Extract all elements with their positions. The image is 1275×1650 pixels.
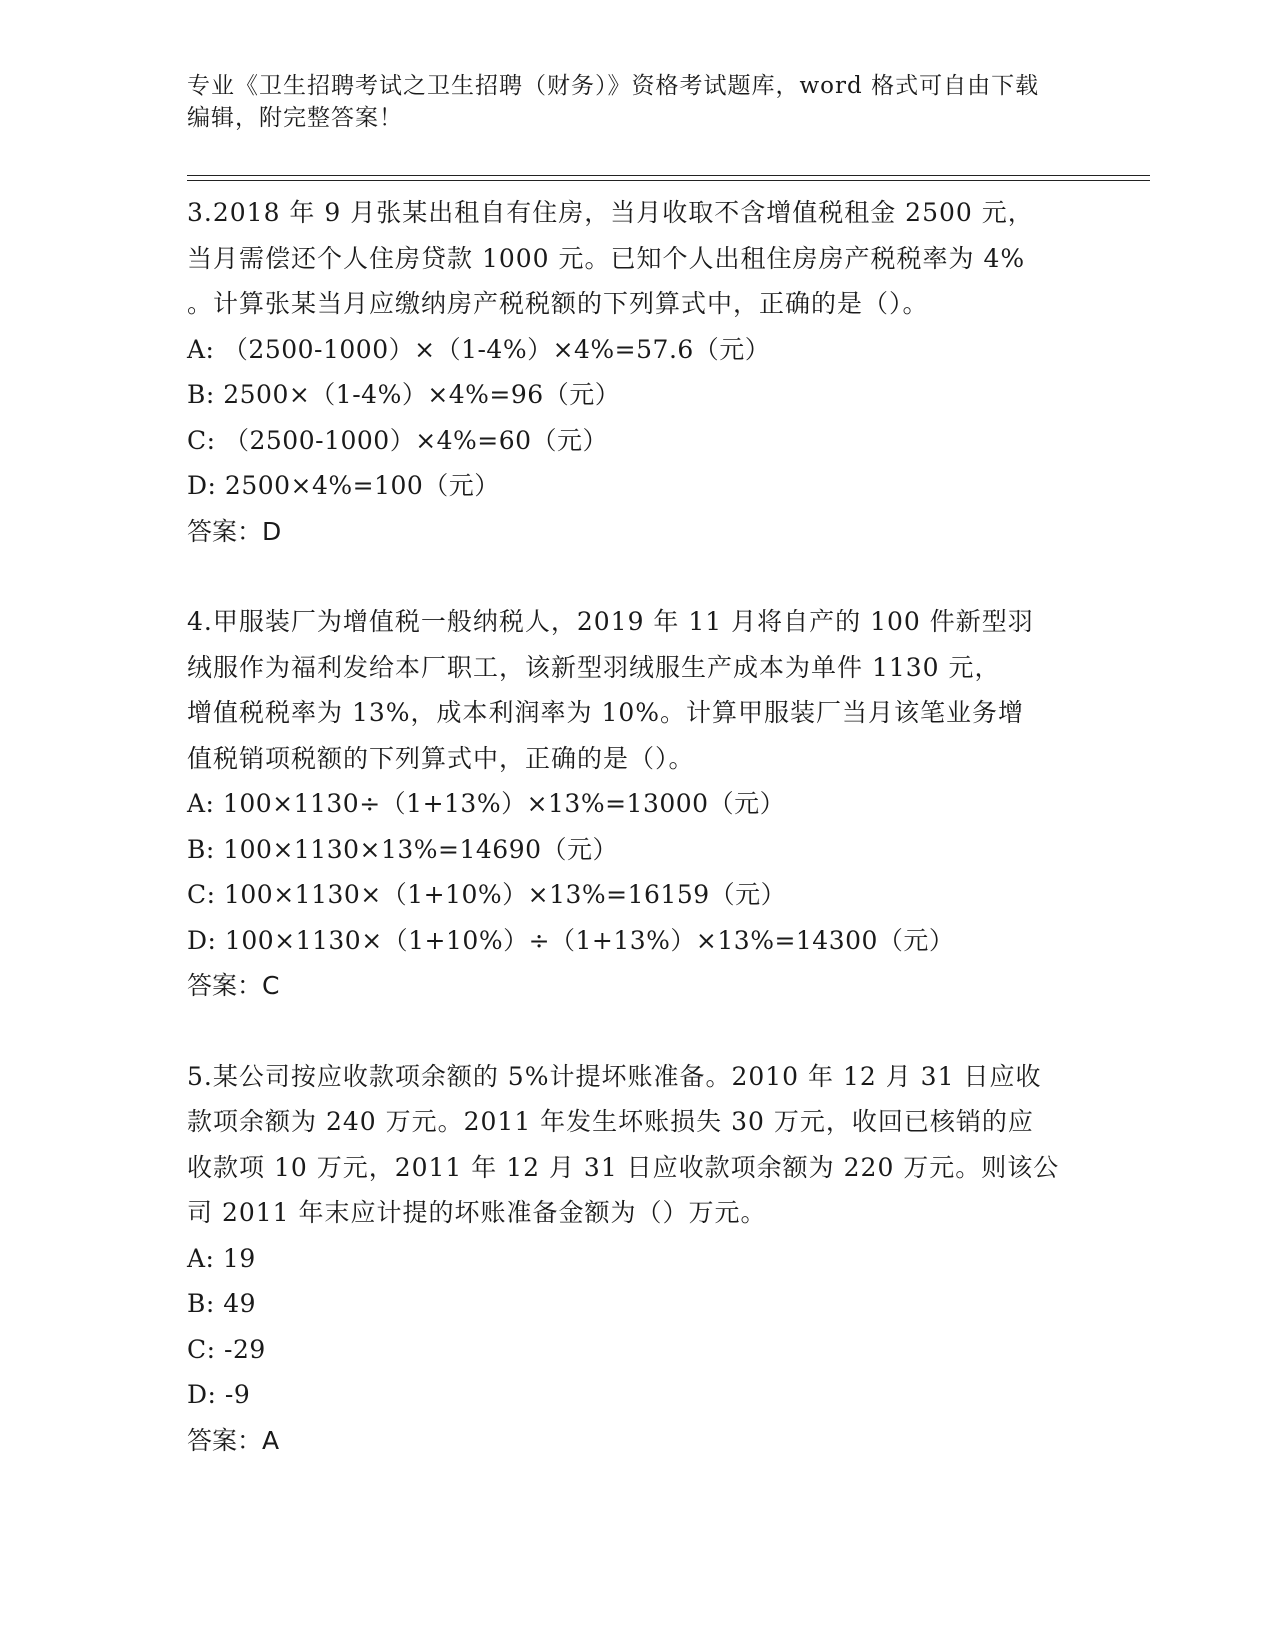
question-stem-line: 4.甲服装厂为增值税一般纳税人，2019 年 11 月将自产的 100 件新型羽	[187, 607, 1034, 636]
header-divider-top	[187, 175, 1150, 176]
header-divider-bottom	[187, 180, 1150, 181]
question-5	[187, 1054, 1087, 1464]
option-a: A: （2500-1000）×（1-4%）×4%=57.6（元）	[187, 334, 771, 364]
option-a: A: 100×1130÷（1+13%）×13%=13000（元）	[187, 789, 786, 818]
document-header	[187, 70, 1087, 134]
question-stem-line: 收款项 10 万元，2011 年 12 月 31 日应收款项余额为 220 万元。则该公	[187, 1152, 1060, 1182]
spacer	[187, 554, 1087, 599]
option-b: B: 100×1130×13%=14690（元）	[187, 834, 619, 864]
question-stem-line: 增值税税率为 13%，成本利润率为 10%。计算甲服装厂当月该笔业务增	[187, 698, 1025, 727]
question-stem-line: 款项余额为 240 万元。2011 年发生坏账损失 30 万元，收回已核销的应	[187, 1107, 1034, 1136]
option-a: A: 19	[187, 1243, 256, 1273]
spacer	[187, 1009, 1087, 1054]
question-list	[187, 190, 1087, 1463]
option-d: D: -9	[187, 1380, 251, 1409]
option-b: B: 49	[187, 1289, 257, 1318]
answer-line: 答案：D	[187, 516, 282, 546]
question-stem-line: 5.某公司按应收款项余额的 5%计提坏账准备。2010 年 12 月 31 日应收	[187, 1061, 1042, 1091]
question-stem-line: 当月需偿还个人住房贷款 1000 元。已知个人出租住房房产税税率为 4%	[187, 243, 1026, 273]
option-c: C: -29	[187, 1334, 266, 1364]
question-3	[187, 190, 1087, 554]
question-stem-line: 值税销项税额的下列算式中，正确的是（）。	[187, 743, 695, 773]
answer-line: 答案：C	[187, 971, 280, 1000]
question-stem-line: 绒服作为福利发给本厂职工，该新型羽绒服生产成本为单件 1130 元，	[187, 652, 1001, 682]
question-stem-line: 3.2018 年 9 月张某出租自有住房，当月收取不含增值税租金 2500 元，	[187, 198, 1034, 227]
answer-line: 答案：A	[187, 1425, 280, 1455]
question-4	[187, 599, 1087, 1009]
option-d: D: 2500×4%=100（元）	[187, 471, 500, 500]
option-d: D: 100×1130×（1+10%）÷（1+13%）×13%=14300（元）	[187, 925, 955, 955]
question-stem-line: 。计算张某当月应缴纳房产税税额的下列算式中，正确的是（）。	[187, 289, 929, 318]
option-c: C: 100×1130×（1+10%）×13%=16159（元）	[187, 880, 787, 909]
question-stem-line: 司 2011 年末应计提的坏账准备金额为（）万元。	[187, 1198, 767, 1227]
header-line-2: 编辑，附完整答案！	[187, 105, 403, 131]
option-c: C: （2500-1000）×4%=60（元）	[187, 425, 609, 455]
header-line-1: 专业《卫生招聘考试之卫生招聘（财务）》资格考试题库，word 格式可自由下载	[187, 73, 1040, 99]
option-b: B: 2500×（1-4%）×4%=96（元）	[187, 380, 621, 409]
